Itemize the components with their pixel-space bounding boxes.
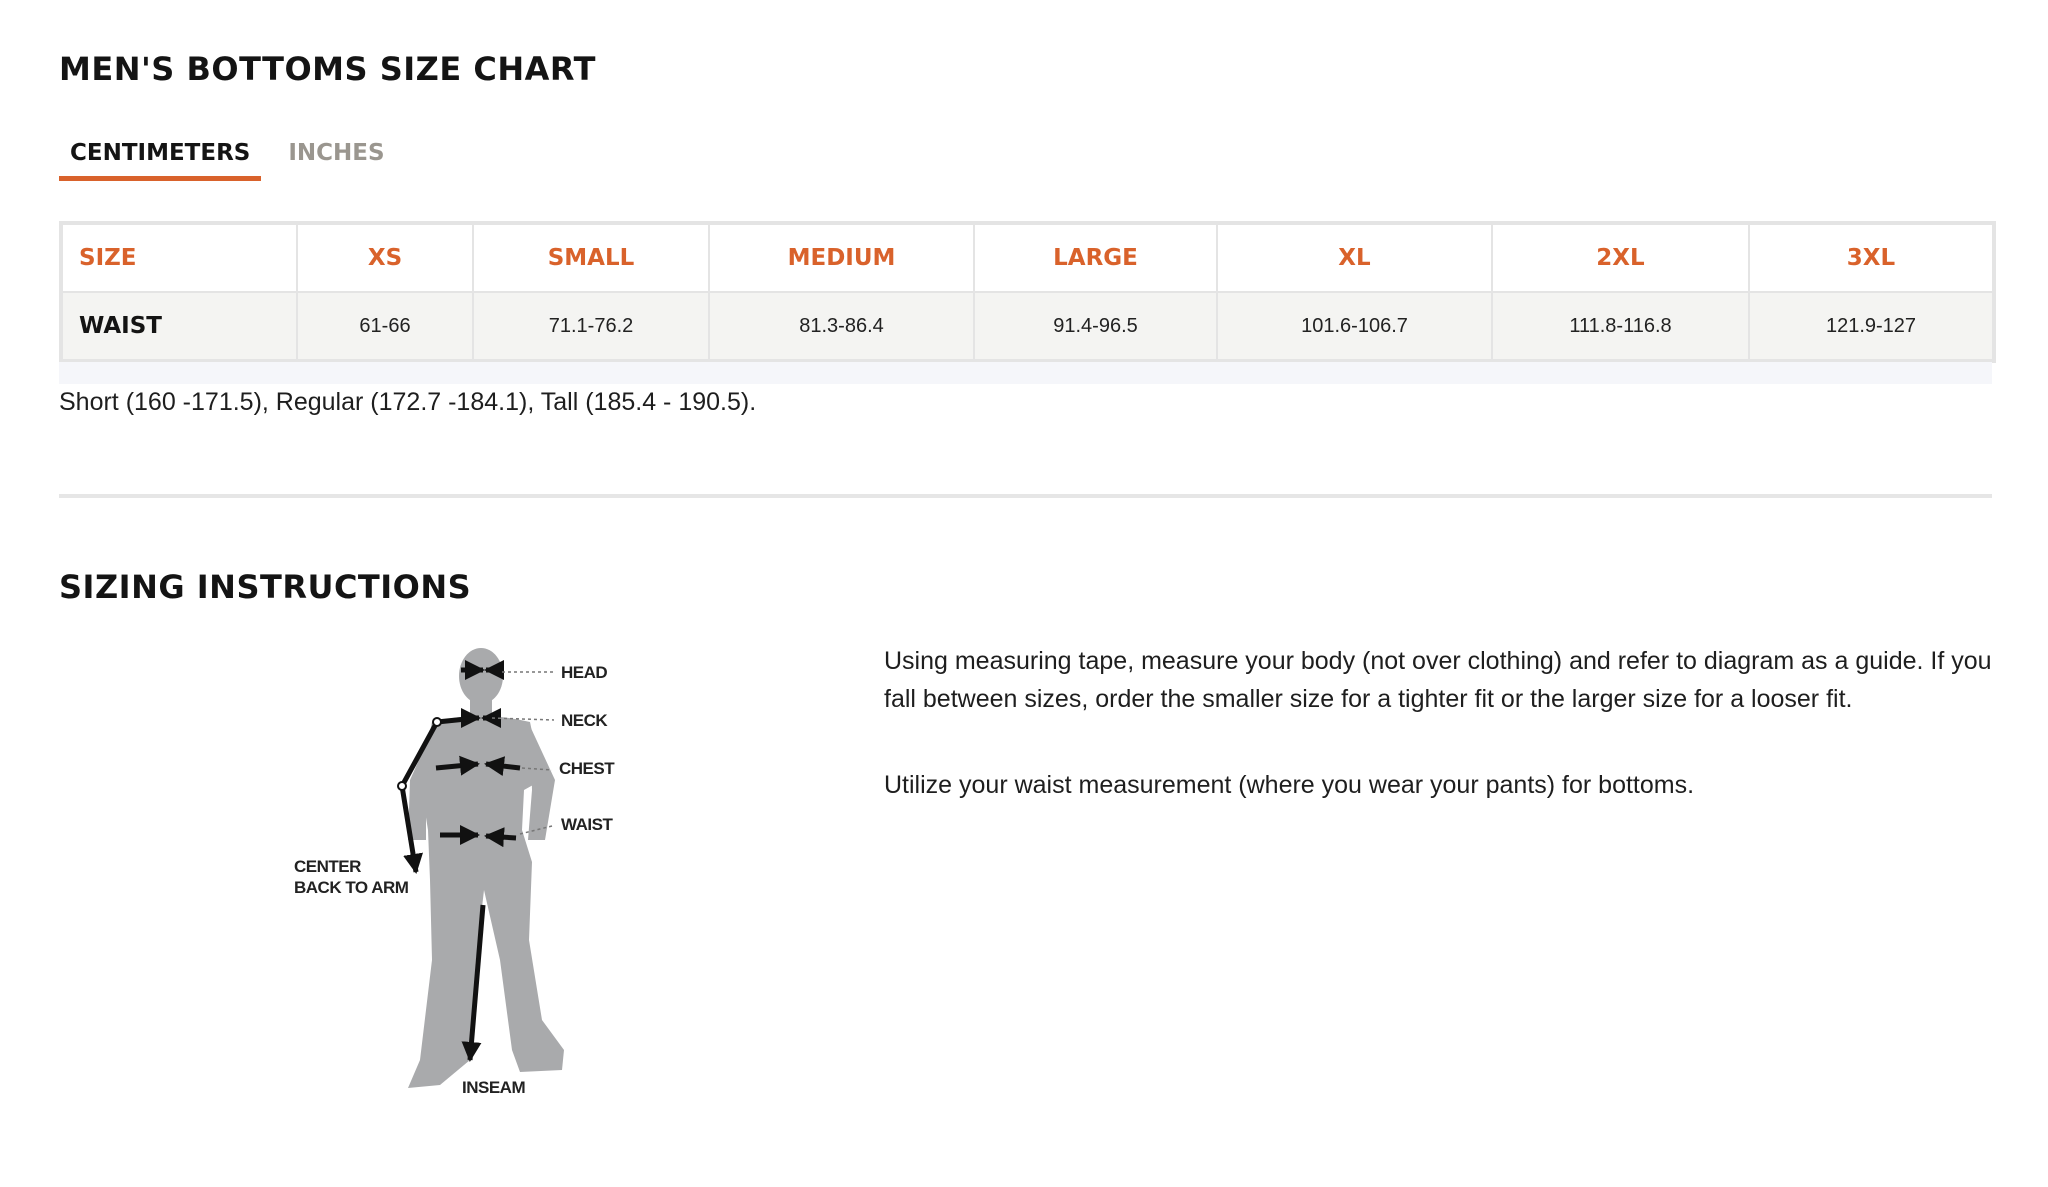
instructions-paragraph: Utilize your waist measurement (where you wear your pants) for bottoms. bbox=[884, 771, 1695, 799]
table-cell: 101.6-106.7 bbox=[1217, 292, 1492, 361]
label-neck: NECK bbox=[561, 711, 608, 730]
size-chart-table bbox=[59, 221, 1996, 363]
table-cell: 81.3-86.4 bbox=[709, 292, 974, 361]
table-row bbox=[61, 292, 1994, 361]
table-cell: 61-66 bbox=[297, 292, 473, 361]
label-inseam: INSEAM bbox=[462, 1078, 526, 1097]
body-silhouette bbox=[408, 648, 564, 1088]
header-cell-medium: MEDIUM bbox=[709, 223, 974, 292]
section-title: SIZING INSTRUCTIONS bbox=[59, 568, 472, 606]
table-header-row bbox=[61, 223, 1994, 292]
label-waist: WAIST bbox=[561, 815, 613, 834]
header-cell-large: LARGE bbox=[974, 223, 1217, 292]
measurement-diagram bbox=[280, 640, 620, 1100]
tab-centimeters[interactable]: CENTIMETERS bbox=[59, 136, 261, 181]
label-back-to-arm: BACK TO ARM bbox=[294, 878, 409, 897]
label-chest: CHEST bbox=[559, 759, 615, 778]
instructions-text bbox=[884, 642, 1994, 852]
header-cell-3xl: 3XL bbox=[1749, 223, 1994, 292]
header-cell-xs: XS bbox=[297, 223, 473, 292]
table-cell: 111.8-116.8 bbox=[1492, 292, 1749, 361]
instructions-paragraph: Using measuring tape, measure your body (not over clothing) and refer to diagram as a guide. If you fall between sizes, order the smaller size for a tighter fit or the larger size for a looser fit. bbox=[884, 647, 1992, 713]
tab-inches[interactable]: INCHES bbox=[288, 140, 385, 166]
header-cell-small: SMALL bbox=[473, 223, 709, 292]
header-cell-xl: XL bbox=[1217, 223, 1492, 292]
unit-tabs bbox=[59, 136, 412, 181]
table-cell: 91.4-96.5 bbox=[974, 292, 1217, 361]
label-center: CENTER bbox=[294, 857, 361, 876]
row-label-waist: WAIST bbox=[61, 292, 297, 361]
table-scroll-track bbox=[59, 362, 1992, 384]
length-note: Short (160 -171.5), Regular (172.7 -184.1), Tall (185.4 - 190.5). bbox=[59, 388, 757, 416]
header-cell-size: SIZE bbox=[61, 223, 297, 292]
label-head: HEAD bbox=[561, 663, 608, 682]
section-divider bbox=[59, 494, 1992, 498]
page-title: MEN'S BOTTOMS SIZE CHART bbox=[59, 50, 596, 88]
table-cell: 71.1-76.2 bbox=[473, 292, 709, 361]
header-cell-2xl: 2XL bbox=[1492, 223, 1749, 292]
table-cell: 121.9-127 bbox=[1749, 292, 1994, 361]
